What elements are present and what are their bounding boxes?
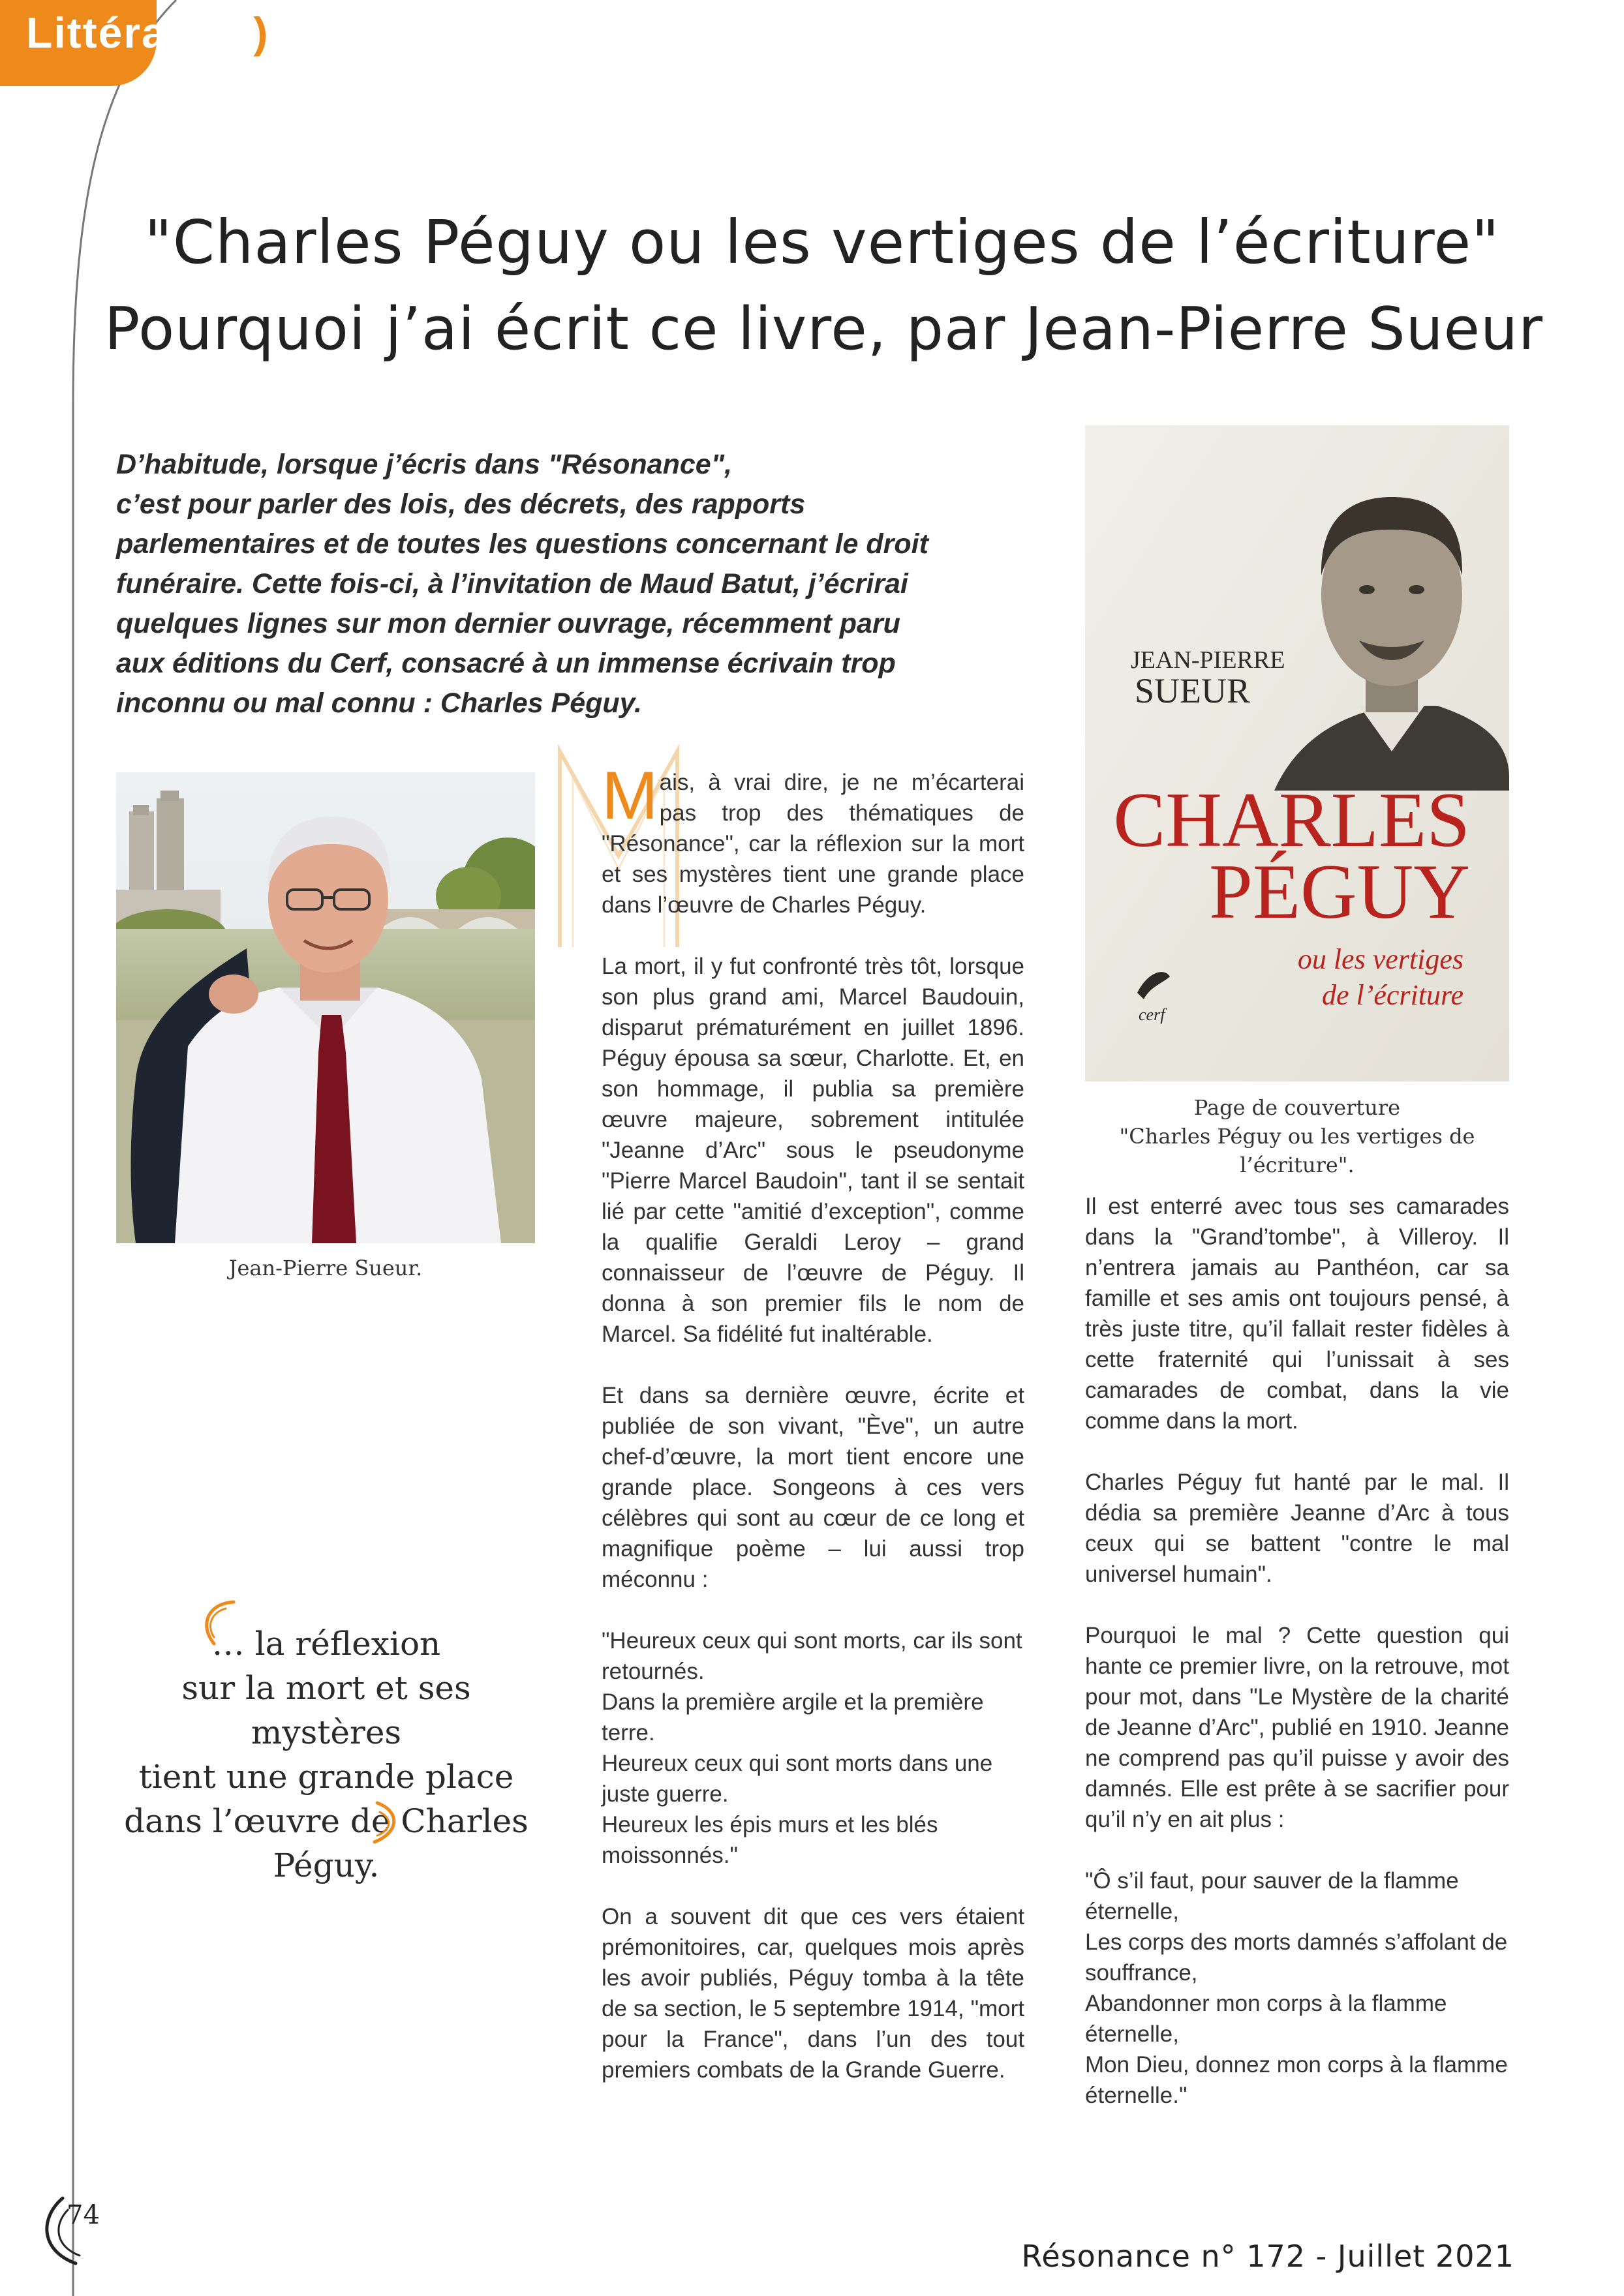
paragraph: Pourquoi le mal ? Cette question qui hante ce premier livre, on la retrouve, mot pour mot, dans "Le Mystère de la charité de Jeanne d’Arc", publié en 1910. Jeanne ne comprend pas qu’il puisse y avoir des damnés. Elle est prête à se sacrifier pour qu’il n’y en ait plus : [1085, 1623, 1509, 1832]
section-label [26, 8, 269, 57]
cover-publisher: cerf [1139, 1005, 1165, 1024]
article-column-middle [602, 758, 1024, 2085]
paragraph-text: ais, à vrai dire, je ne m’écarterai pas trop des thématiques de "Résonance", car la réflexion sur la mort et ses mystères tient une grande place dans l’œuvre de Charles Péguy. [602, 770, 1024, 918]
poem-quote: "Ô s’il faut, pour sauver de la flamme éternelle, Les corps des morts damnés s’affolant de souffrance, Abandonner mon corps à la flamme éternelle, Mon Dieu, donnez mon corps à la flamme éternelle." [1085, 1868, 1508, 2108]
paragraph: Il est enterré avec tous ses camarades dans la "Grand’tombe", à Villeroy. Il n’entrera jamais au Panthéon, car sa famille et ses amis ont toujours pensé, à très juste titre, qu’il fallait rester fidèles à cette fraternité qui l’unissait à ses camarades de combat, dans la vie comme dans la mort. [1085, 1194, 1509, 1434]
cover-author-line2: SUEUR [1135, 671, 1251, 710]
book-cover-caption: Page de couverture "Charles Péguy ou les vertiges de l’écriture". [1119, 1095, 1475, 1177]
poem-quote: "Heureux ceux qui sont morts, car ils sont retournés. Dans la première argile et la première terre. Heureux ceux qui sont morts dans une juste guerre. Heureux les épis murs et les blés moissonnés." [602, 1628, 1022, 1868]
book-cover-image [1085, 425, 1509, 1081]
paragraph [602, 758, 1024, 920]
article-subtitle: Pourquoi j’ai écrit ce livre, par Jean-Pierre Sueur [104, 295, 1544, 363]
paragraph: Charles Péguy fut hanté par le mal. Il dédia sa première Jeanne d’Arc à tous ceux qui se battent "contre le mal universel humain". [1085, 1470, 1509, 1587]
cover-title-line2: PÉGUY [1208, 848, 1470, 935]
portrait-caption: Jean-Pierre Sueur. [228, 1256, 423, 1280]
page-number: 74 [67, 2200, 100, 2230]
paragraph: On a souvent dit que ces vers étaient prémonitoires, car, quelques mois après les avoir publiés, Péguy tomba à la tête de sa section, le 5 septembre 1914, "mort pour la France", dans l’un des tout premiers combats de la Grande Guerre. [602, 1904, 1024, 2083]
article-column-right [1085, 1191, 1509, 2111]
issue-info: Résonance n° 172 - Juillet 2021 [1021, 2239, 1514, 2274]
article-title: "Charles Péguy ou les vertiges de l’écriture" [144, 207, 1500, 277]
paragraph: Et dans sa dernière œuvre, écrite et publiée de son vivant, "Ève", un autre chef-d’œuvre, la mort tient encore une grande place. Songeons à ces vers célèbres qui sont au cœur de ce long et magnifique poème – lui aussi trop méconnu : [602, 1383, 1024, 1592]
paragraph: La mort, il y fut confronté très tôt, lorsque son plus grand ami, Marcel Baudouin, disparut prématurément en juillet 1896. Péguy épousa sa sœur, Charlotte. Et, en son hommage, il publia sa première œuvre majeure, sobrement intitulée "Jeanne d’Arc" sous le pseudonyme "Pierre Marcel Baudoin", tant il se sentait lié par cette "amitié d’exception", comme la qualifie Geraldi Leroy – grand connaisseur de l’œuvre de Péguy. Il donna à son premier fils le nom de Marcel. Sa fidélité fut inaltérable. [602, 954, 1024, 1347]
pull-quote: … la réflexion sur la mort et ses mystères tient une grande place dans l’œuvre de Charles Péguy. [124, 1625, 529, 1884]
quote-close-icon [365, 1800, 405, 1846]
cover-title-line1: CHARLES [1113, 776, 1470, 863]
portrait-photo [116, 772, 535, 1243]
section-paren: ) [253, 8, 269, 57]
cover-author-line1: JEAN-PIERRE [1131, 646, 1285, 674]
drop-cap: M [602, 758, 658, 834]
cover-subtitle-line1: ou les vertiges [1297, 943, 1463, 975]
article-intro: D’habitude, lorsque j’écris dans "Résonance", c’est pour parler des lois, des décrets, des rapports parlementaires et de toutes les questions concernant le droit funéraire. Cette fois-ci, à l’invitation de Maud Batut, j’écrirai quelques lignes sur mon dernier ouvrage, récemment paru aux éditions du Cerf, consacré à un immense écrivain trop inconnu ou mal connu : Charles Péguy. [116, 449, 928, 719]
section-name: Littérature [26, 8, 254, 57]
cover-subtitle-line2: de l’écriture [1321, 979, 1463, 1011]
